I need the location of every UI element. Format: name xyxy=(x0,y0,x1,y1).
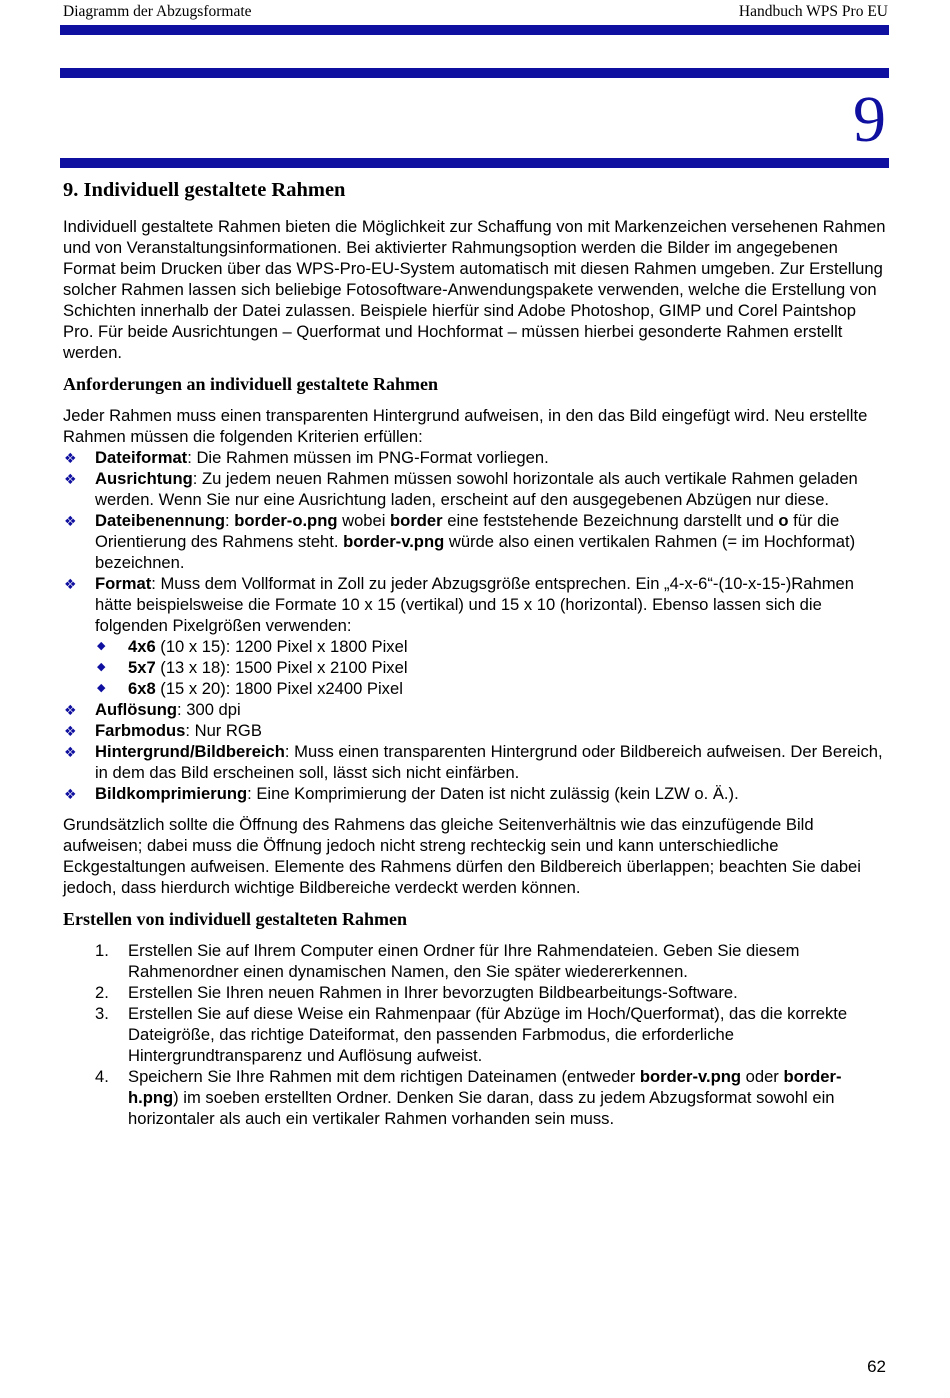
item-text: : Muss dem Vollformat in Zoll zu jeder Abzugsgröße entsprechen. Ein „4-x-6“-(10-x-15-)Rahmen hätte beispielsweise die Formate 10 x 15 (vertikal) und 15 x 10 (horizontal). Ebenso lassen sich die folgenden Pixelgrößen verwenden: xyxy=(95,574,855,635)
diamond-bullet-icon: ❖ xyxy=(64,576,77,592)
header-rule xyxy=(60,25,889,35)
requirements-intro: Jeder Rahmen muss einen transparenten Hintergrund aufweisen, in den das Bild eingefügt wird. Neu erstellte Rahmen müssen die folgenden Kriterien erfüllen: xyxy=(63,406,868,446)
item-text: : Die Rahmen müssen im PNG-Format vorliegen. xyxy=(187,448,549,467)
step-number: 2. xyxy=(95,983,109,1002)
diamond-bullet-icon: ❖ xyxy=(64,450,77,466)
list-item xyxy=(63,783,889,804)
item-text: würde also einen vertikalen Rahmen (= im Hochformat) bezeichnen. xyxy=(95,532,856,572)
filename: border-h.png xyxy=(128,1067,842,1107)
step-item xyxy=(63,982,889,1003)
step-text: Erstellen Sie auf diese Weise ein Rahmenpaar (für Abzüge im Hoch/Querformat), das die korrekte Dateigröße, das richtige Dateiformat, den passenden Farbmodus, die erforderliche Hintergrundtransparenz und Auflösung aufweist. xyxy=(128,1004,848,1065)
diamond-bullet-icon: ❖ xyxy=(64,702,77,718)
diamond-bullet-icon: ❖ xyxy=(64,786,77,802)
chapter-number: 9 xyxy=(853,83,886,156)
pixel-sizes-list xyxy=(95,636,889,699)
list-item xyxy=(63,468,889,510)
diamond-bullet-icon: ❖ xyxy=(64,513,77,529)
step-text: Erstellen Sie Ihren neuen Rahmen in Ihrer bevorzugten Bildbearbeitungs-Software. xyxy=(128,983,738,1002)
chapter-rule-bottom xyxy=(60,158,889,168)
size-label: 5x7 xyxy=(128,658,156,677)
intro-paragraph: Individuell gestaltete Rahmen bieten die Möglichkeit zur Schaffung von mit Markenzeichen versehenen Rahmen und von Veranstaltungsinformationen. Bei aktivierter Rahmungsoption werden die Bilder im angegebenen Format beim Drucken über das WPS-Pro-EU-System automatisch mit diesen Rahmen umgeben. Zur Erstellung solcher Rahmen lassen sich beliebige Fotosoftware-Anwendungspakete verwenden, welche die Erstellung von Schichten innerhalb der Datei zulassen. Beispiele hierfür sind Adobe Photoshop, GIMP und Corel Paintshop Pro. Für beide Ausrichtungen – Querformat und Hochformat – müssen hierbei gesonderte Rahmen erstellt werden. xyxy=(63,217,886,362)
step-item xyxy=(63,1003,889,1066)
diamond-small-icon: ◆ xyxy=(97,661,106,673)
list-item xyxy=(63,741,889,783)
list-item xyxy=(95,657,889,678)
creation-steps-list xyxy=(63,940,889,1129)
running-header-left: Diagramm der Abzugsformate xyxy=(63,3,252,20)
size-text: (15 x 20): 1800 Pixel x2400 Pixel xyxy=(155,679,403,698)
chapter-rule-top xyxy=(60,68,889,78)
step-text: ) im soeben erstellten Ordner. Denken Sie daran, dass zu jedem Abzugsformat sowohl ein horizontaler als auch ein vertikaler Rahmen vorhanden sein muss. xyxy=(128,1088,835,1128)
item-text: : Eine Komprimierung der Daten ist nicht zulässig (kein LZW o. Ä.). xyxy=(247,784,739,803)
item-text: : Zu jedem neuen Rahmen müssen sowohl horizontale als auch vertikale Rahmen geladen werden. Wenn Sie nur eine Ausrichtung laden, erscheint auf den ausgegebenen Abzügen nur diese. xyxy=(95,469,858,509)
item-term: Auflösung xyxy=(95,700,178,719)
item-term: Dateiformat xyxy=(95,448,188,467)
step-text: oder xyxy=(741,1067,784,1086)
diamond-bullet-icon: ❖ xyxy=(64,471,77,487)
page-content xyxy=(63,178,889,1129)
item-term: Ausrichtung xyxy=(95,469,193,488)
item-text: eine feststehende Bezeichnung darstellt und xyxy=(442,511,779,530)
item-text: : 300 dpi xyxy=(177,700,241,719)
list-item xyxy=(63,573,889,699)
page-number: 62 xyxy=(867,1357,886,1376)
step-number: 4. xyxy=(95,1067,109,1086)
step-item xyxy=(63,1066,889,1129)
diamond-bullet-icon: ❖ xyxy=(64,723,77,739)
step-number: 3. xyxy=(95,1004,109,1023)
section-title: 9. Individuell gestaltete Rahmen xyxy=(63,179,346,201)
item-text: : Muss einen transparenten Hintergrund oder Bildbereich aufweisen. Der Bereich, in dem das Bild erscheinen soll, lässt sich nicht einfärben. xyxy=(95,742,883,782)
running-header-right: Handbuch WPS Pro EU xyxy=(738,3,888,20)
step-text: Speichern Sie Ihre Rahmen mit dem richtigen Dateinamen (entweder xyxy=(128,1067,640,1086)
size-label: 6x8 xyxy=(128,679,156,698)
filename: border-v.png xyxy=(639,1067,741,1086)
item-term: Hintergrund/Bildbereich xyxy=(95,742,285,761)
list-item xyxy=(63,720,889,741)
item-text: für die Orientierung des Rahmens steht. xyxy=(95,511,840,551)
list-item xyxy=(95,678,889,699)
step-number: 1. xyxy=(95,941,109,960)
list-item xyxy=(95,636,889,657)
step-text: Erstellen Sie auf Ihrem Computer einen Ordner für Ihre Rahmendateien. Geben Sie diesem Rahmenordner einen dynamischen Namen, den Sie später wiedererkennen. xyxy=(128,941,800,981)
size-text: (10 x 15): 1200 Pixel x 1800 Pixel xyxy=(155,637,408,656)
requirements-outro: Grundsätzlich sollte die Öffnung des Rahmens das gleiche Seitenverhältnis wie das einzufügende Bild aufweisen; dabei muss die Öffnung jedoch nicht streng rechteckig sein und kann unterschiedliche Eckgestaltungen aufweisen. Elemente des Rahmens dürfen den Bildbereich überlappen; beachten Sie dabei jedoch, dass hierdurch wichtige Bildbereiche verdeckt werden können. xyxy=(63,815,861,897)
list-item xyxy=(63,699,889,720)
filename: border-o.png xyxy=(234,511,338,530)
keyword: o xyxy=(778,511,789,530)
step-item xyxy=(63,940,889,982)
diamond-bullet-icon: ❖ xyxy=(64,744,77,760)
item-term: Format xyxy=(95,574,152,593)
size-text: (13 x 18): 1500 Pixel x 2100 Pixel xyxy=(155,658,408,677)
diamond-small-icon: ◆ xyxy=(97,682,106,694)
size-label: 4x6 xyxy=(128,637,156,656)
filename: border-v.png xyxy=(343,532,445,551)
list-item xyxy=(63,447,889,468)
item-text: : xyxy=(225,511,235,530)
item-term: Dateibenennung xyxy=(95,511,225,530)
item-term: Farbmodus xyxy=(95,721,186,740)
item-term: Bildkomprimierung xyxy=(95,784,248,803)
requirements-heading: Anforderungen an individuell gestaltete Rahmen xyxy=(63,374,439,394)
diamond-small-icon: ◆ xyxy=(97,640,106,652)
item-text: wobei xyxy=(337,511,391,530)
list-item xyxy=(63,510,889,573)
keyword: border xyxy=(390,511,443,530)
requirements-list xyxy=(63,447,889,804)
creation-heading: Erstellen von individuell gestalteten Rahmen xyxy=(63,909,408,929)
item-text: : Nur RGB xyxy=(185,721,262,740)
